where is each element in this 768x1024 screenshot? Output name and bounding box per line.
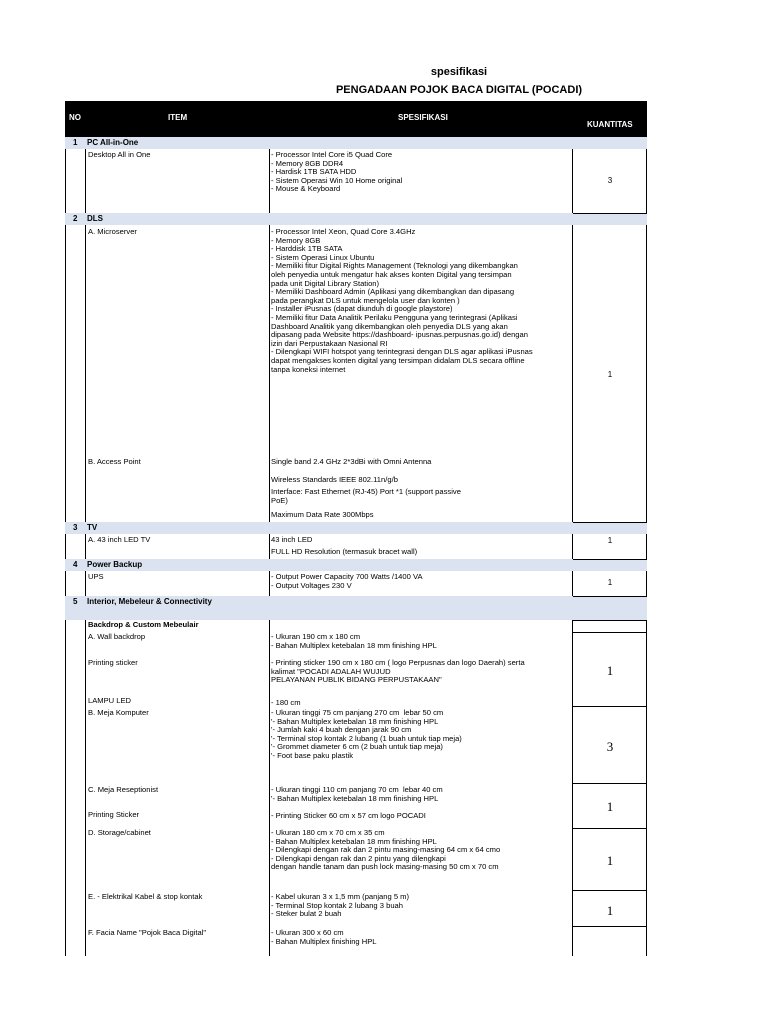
qty-microserver: 1: [607, 370, 613, 379]
qty-elektrikal: 1: [606, 903, 614, 918]
spec-wall: - Ukuran 190 cm x 180 cm - Bahan Multiplex ketebalan 18 mm finishing HPL: [271, 632, 437, 650]
spec-sticker: - Printing sticker 190 cm x 180 cm ( logo Perpusnas dan logo Daerah) serta kalimat "POCADI ADALAH WUJUD PELAYANAN PUBLIK BIDANG PERPUSTAKAAN": [271, 658, 525, 685]
qty-rule: [573, 632, 647, 633]
item-lampu: LAMPU LED: [88, 696, 132, 705]
header-qty: KUANTITAS: [587, 120, 633, 129]
qty-desktop: 3: [607, 176, 613, 185]
spec-meja: - Ukuran tinggi 75 cm panjang 270 cm lebar 50 cm '- Bahan Multiplex ketebalan 18 mm finishing HPL '- Jumlah kaki 4 buah dengan jarak 90 cm '- Terminal stop kontak 2 lubang (1 buah untuk tiap meja) '- Grommet diameter 6 cm (2 buah untuk tiap meja) '- Foot base paku plastik: [271, 708, 462, 760]
section-name: Interior, Mebeleur & Connectivity: [87, 597, 212, 606]
item-access-point: B. Access Point: [88, 457, 141, 466]
spec-desktop: - Processor Intel Core i5 Quad Core - Memory 8GB DDR4 - Hardisk 1TB SATA HDD - Sistem Operasi Win 10 Home original - Mouse & Keyboard: [271, 150, 403, 194]
spec-sticker2: - Printing Sticker 60 cm x 57 cm logo POCADI: [271, 811, 426, 820]
grid-line: [85, 137, 86, 956]
section-name: DLS: [87, 214, 103, 223]
section-no: 3: [73, 523, 78, 532]
item-desktop: Desktop All in One: [88, 150, 151, 159]
section-no: 5: [73, 597, 78, 606]
item-sticker: Printing sticker: [88, 658, 138, 667]
qty-sticker: 1: [606, 663, 614, 678]
spec-access-point-3: Interface: Fast Ethernet (RJ-45) Port *1 (support passive PoE): [271, 487, 461, 505]
spec-storage: - Ukuran 180 cm x 70 cm x 35 cm - Bahan Multiplex ketebalan 18 mm finishing HPL - Dilengkapi dengan rak dan 2 pintu masing-masing 64 cm x 64 cmo - Dilengkapi dengan rak dan 2 pintu yang dilengkapi dengan handle tanam dan push lock masing-masing 50 cm x 70 cm: [271, 828, 501, 872]
section-name: Power Backup: [87, 560, 143, 569]
item-storage: D. Storage/cabinet: [88, 828, 151, 837]
spec-access-point-1: Single band 2.4 GHz 2*3dBi with Omni Antenna: [271, 457, 432, 466]
item-microserver: A. Microserver: [88, 227, 137, 236]
section-no: 4: [73, 560, 78, 569]
section-no: 2: [73, 214, 78, 223]
item-sticker2: Printing Sticker: [88, 810, 140, 819]
header-no: NO: [69, 113, 81, 122]
spec-microserver: - Processor Intel Xeon, Quad Core 3.4GHz - Memory 8GB - Harddisk 1TB SATA - Sistem Operasi Linux Ubuntu - Memiliki fitur Digital Rights Management (Teknologi yang dikembangkan oleh penyedia untuk mengatur hak akses konten Digital yang tersimpan pada unit Digital Library Station) - Memiliki Dashboard Admin (Aplikasi yang dikembangkan dan dipasang pada perangkat DLS untuk mengelola user dan konten ) - Installer iPusnas (dapat diunduh di google playstore) - Memiliki fitur Data Analitik Perilaku Pengguna yang terintegrasi (Aplikasi Dashboard Analitik yang dikembangkan oleh penyedia DLS yang akan dipasang pada Website https://dashboard- ipusnas.perpusnas.go.id) dengan izin dari Perpustakaan Nasional RI - Dilengkapi WIFI hotspot yang terintegrasi dengan DLS agar aplikasi iPusnas dapat mengakses konten digital yang tersimpan didalam DLS secara offline tanpa koneksi internet: [271, 227, 533, 374]
item-meja: B. Meja Komputer: [88, 708, 149, 717]
qty-rule: [573, 926, 647, 927]
section-row: [65, 559, 647, 571]
section-row: [65, 596, 647, 620]
qty-ups: 1: [607, 578, 613, 587]
spec-tv-1: 43 inch LED: [271, 535, 313, 544]
section-row: [65, 137, 647, 149]
qty-rule: [573, 213, 647, 214]
qty-tv: 1: [607, 536, 613, 545]
qty-resepsionis: 1: [606, 799, 614, 814]
item-resepsionis: C. Meja Reseptionist: [88, 785, 159, 794]
spec-facia: - Ukuran 300 x 60 cm - Bahan Multiplex finishing HPL: [271, 928, 377, 946]
item-ups: UPS: [88, 572, 104, 581]
qty-rule: [573, 522, 647, 523]
item-wall: A. Wall backdrop: [88, 632, 146, 641]
item-tv: A. 43 inch LED TV: [88, 535, 151, 544]
section-name: TV: [87, 523, 98, 532]
header-spec: SPESIFIKASI: [398, 113, 448, 122]
qty-rule: [573, 596, 647, 597]
header-item: ITEM: [168, 113, 188, 122]
document-title: spesifikasi: [430, 66, 488, 78]
spec-ups: - Output Power Capacity 700 Watts /1400 VA - Output Voltages 230 V: [271, 572, 423, 590]
spec-resepsionis: - Ukuran tinggi 110 cm panjang 70 cm lebar 40 cm '- Bahan Multiplex ketebalan 18 mm finishing HPL: [271, 785, 443, 803]
grid-line: [646, 137, 647, 956]
qty-rule: [573, 828, 647, 829]
spec-access-point-2: Wireless Standards IEEE 802.11n/g/b: [271, 475, 398, 484]
section-row: [65, 213, 647, 225]
section-no: 1: [73, 138, 78, 147]
qty-rule: [573, 890, 647, 891]
document-subtitle: PENGADAAN POJOK BACA DIGITAL (POCADI): [335, 84, 583, 96]
spec-tv-2: FULL HD Resolution (termasuk bracet wall): [271, 547, 418, 556]
qty-storage: 1: [606, 853, 614, 868]
item-elektrikal: E. - Elektrikal Kabel & stop kontak: [88, 892, 203, 901]
grid-line: [572, 137, 573, 956]
spec-access-point-4: Maximum Data Rate 300Mbps: [271, 510, 374, 519]
grid-line: [65, 137, 66, 956]
grid-line: [269, 137, 270, 956]
section-row: [65, 522, 647, 534]
spec-elektrikal: - Kabel ukuran 3 x 1,5 mm (panjang 5 m) - Terminal Stop kontak 2 lubang 3 buah - Steker bulat 2 buah: [271, 892, 410, 919]
qty-rule: [573, 559, 647, 560]
section-name: PC All-in-One: [87, 138, 139, 147]
table-header: [65, 101, 647, 137]
qty-rule: [573, 620, 647, 621]
qty-rule: [573, 783, 647, 784]
qty-rule: [573, 706, 647, 707]
qty-meja: 3: [606, 739, 614, 754]
item-facia: F. Facia Name "Pojok Baca Digital": [88, 928, 207, 937]
subsection-backdrop: Backdrop & Custom Mebeulair: [88, 620, 199, 629]
spec-lampu: - 180 cm: [271, 698, 301, 707]
